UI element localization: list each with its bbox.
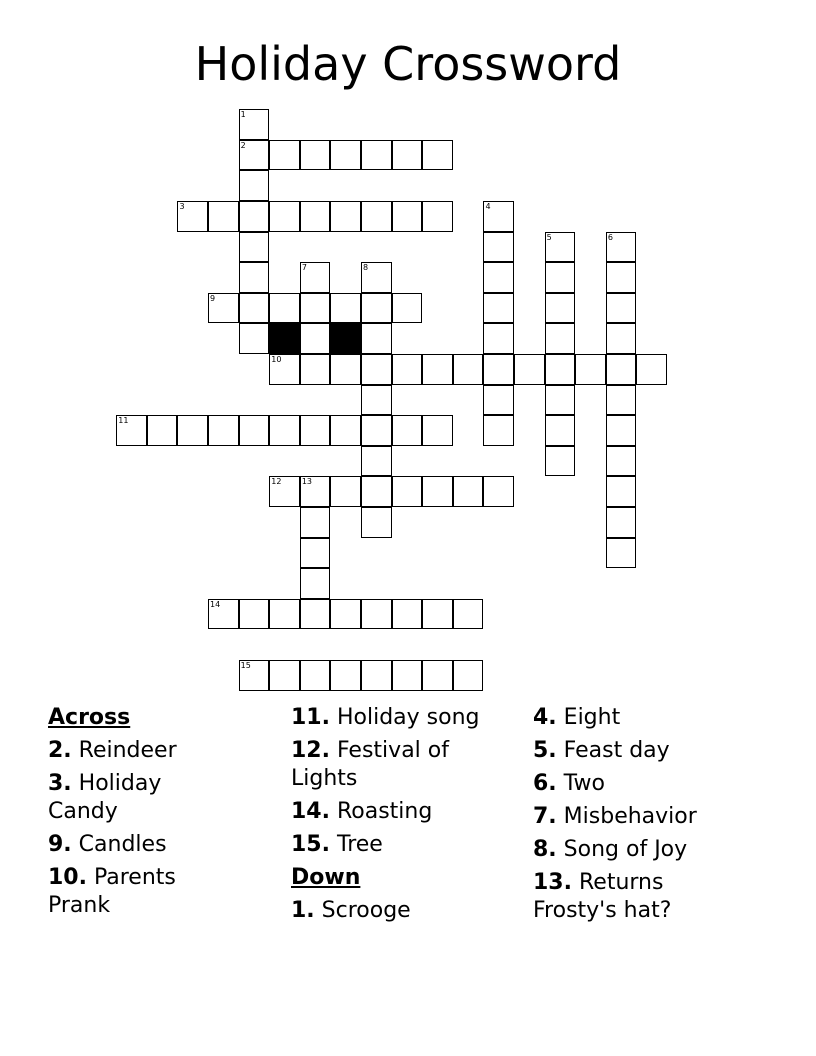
cell-number: 13 [301,477,313,487]
cell-number: 10 [271,355,282,365]
grid-cell[interactable] [300,354,331,385]
grid-cell[interactable] [361,140,392,171]
grid-cell[interactable] [392,140,423,171]
grid-cell[interactable] [116,415,147,446]
grid-cell[interactable] [330,599,361,630]
grid-cell[interactable] [483,201,514,232]
grid-cell[interactable] [606,415,637,446]
grid-cell[interactable] [606,507,637,538]
grid-cell[interactable] [330,293,361,324]
grid-cell[interactable] [239,262,270,293]
grid-cell[interactable] [575,354,606,385]
clue-column-3 [533,704,748,930]
grid-cell[interactable] [392,201,423,232]
cell-number: 2 [240,140,246,150]
cell-number: 7 [301,263,307,273]
grid-cell[interactable] [208,415,239,446]
grid-cell[interactable] [361,262,392,293]
clue-across-3: 3. Holiday Candy [48,771,162,824]
grid-cell[interactable] [483,476,514,507]
grid-cell[interactable] [545,262,576,293]
grid-cell[interactable] [300,568,331,599]
grid-cell[interactable] [545,232,576,263]
grid-cell[interactable] [269,140,300,171]
grid-cell[interactable] [392,293,423,324]
grid-cell[interactable] [606,354,637,385]
clue-down-4: 4. Eight [533,705,621,730]
grid-cell[interactable] [483,385,514,416]
cell-number: 4 [485,202,491,212]
grid-cell[interactable] [606,538,637,569]
grid-cell[interactable] [239,201,270,232]
clue-down-8: 8. Song of Joy [533,837,688,862]
grid-cell[interactable] [392,476,423,507]
grid-cell[interactable] [606,232,637,263]
cell-number: 8 [363,263,369,273]
grid-cell[interactable] [300,599,331,630]
grid-cell[interactable] [330,140,361,171]
grid-cell[interactable] [269,476,300,507]
grid-cell[interactable] [300,415,331,446]
clue-across-2: 2. Reindeer [48,738,177,763]
grid-cell[interactable] [239,599,270,630]
grid-cell[interactable] [422,201,453,232]
grid-cell[interactable] [300,323,331,354]
grid-cell[interactable] [483,262,514,293]
grid-cell[interactable] [545,446,576,477]
black-cell [330,323,361,354]
grid-cell[interactable] [453,354,484,385]
grid-cell[interactable] [239,323,270,354]
grid-cell[interactable] [208,201,239,232]
grid-cell[interactable] [330,354,361,385]
grid-cell[interactable] [300,201,331,232]
grid-cell[interactable] [239,109,270,140]
grid-cell[interactable] [483,323,514,354]
grid-cell[interactable] [545,354,576,385]
grid-cell[interactable] [545,323,576,354]
grid-cell[interactable] [239,415,270,446]
grid-cell[interactable] [422,140,453,171]
grid-cell[interactable] [422,415,453,446]
grid-cell[interactable] [392,354,423,385]
grid-cell[interactable] [361,507,392,538]
clue-across-9: 9. Candles [48,832,167,857]
grid-cell[interactable] [361,415,392,446]
grid-cell[interactable] [483,415,514,446]
clue-down-5: 5. Feast day [533,738,670,763]
grid-cell[interactable] [392,415,423,446]
grid-cell[interactable] [453,599,484,630]
grid-cell[interactable] [239,140,270,171]
down-heading: Down [291,865,361,890]
clue-across-15: 15. Tree [291,832,383,857]
grid-cell[interactable] [300,293,331,324]
grid-cell[interactable] [269,354,300,385]
grid-cell[interactable] [606,262,637,293]
grid-cell[interactable] [606,476,637,507]
grid-cell[interactable] [422,660,453,691]
grid-cell[interactable] [545,293,576,324]
grid-cell[interactable] [361,446,392,477]
clue-down-1: 1. Scrooge [291,898,411,923]
clue-across-10: 10. Parents Prank [48,865,176,918]
grid-cell[interactable] [147,415,178,446]
grid-cell[interactable] [330,660,361,691]
cell-number: 3 [179,202,185,212]
clue-down-6: 6. Two [533,771,605,796]
grid-cell[interactable] [269,660,300,691]
grid-cell[interactable] [483,293,514,324]
cell-number: 9 [210,293,216,303]
grid-cell[interactable] [483,354,514,385]
grid-cell[interactable] [361,323,392,354]
grid-cell[interactable] [300,660,331,691]
grid-cell[interactable] [361,599,392,630]
grid-cell[interactable] [422,354,453,385]
grid-cell[interactable] [208,599,239,630]
cell-number: 15 [240,661,251,671]
grid-cell[interactable] [269,201,300,232]
grid-cell[interactable] [606,323,637,354]
cell-number: 6 [607,232,613,242]
grid-cell[interactable] [422,599,453,630]
grid-cell[interactable] [330,415,361,446]
grid-cell[interactable] [208,293,239,324]
grid-cell[interactable] [300,507,331,538]
black-cell [269,323,300,354]
grid-cell[interactable] [483,232,514,263]
grid-cell[interactable] [269,293,300,324]
cell-number: 12 [271,477,282,487]
clue-column-2 [291,704,516,930]
cell-number: 5 [546,232,552,242]
grid-cell[interactable] [300,262,331,293]
clue-across-14: 14. Roasting [291,799,433,824]
grid-cell[interactable] [545,385,576,416]
cell-number: 1 [240,110,246,120]
across-heading: Across [48,705,131,730]
grid-cell[interactable] [239,660,270,691]
grid-cell[interactable] [514,354,545,385]
grid-cell[interactable] [636,354,667,385]
grid-cell[interactable] [392,660,423,691]
grid-cell[interactable] [361,660,392,691]
grid-cell[interactable] [269,415,300,446]
grid-cell[interactable] [606,293,637,324]
grid-cell[interactable] [330,476,361,507]
cell-number: 14 [210,599,221,609]
grid-cell[interactable] [177,201,208,232]
grid-cell[interactable] [453,476,484,507]
grid-cell[interactable] [361,354,392,385]
cell-number: 11 [118,416,129,426]
clue-down-7: 7. Misbehavior [533,804,697,829]
grid-cell[interactable] [606,385,637,416]
grid-cell[interactable] [239,232,270,263]
clue-down-13: 13. Returns Frosty's hat? [533,870,672,923]
grid-cell[interactable] [177,415,208,446]
grid-cell[interactable] [330,201,361,232]
grid-cell[interactable] [269,599,300,630]
grid-cell[interactable] [453,660,484,691]
clue-across-11: 11. Holiday song [291,705,480,730]
clue-column-1 [48,704,238,925]
grid-cell[interactable] [361,385,392,416]
grid-cell[interactable] [300,140,331,171]
grid-cell[interactable] [361,201,392,232]
grid-cell[interactable] [300,476,331,507]
page-title: Holiday Crossword [194,37,622,91]
grid-cell[interactable] [239,293,270,324]
grid-cell[interactable] [361,293,392,324]
grid-cell[interactable] [361,476,392,507]
grid-cell[interactable] [545,415,576,446]
grid-cell[interactable] [606,446,637,477]
grid-cell[interactable] [392,599,423,630]
grid-cell[interactable] [300,538,331,569]
clue-across-12: 12. Festival of Lights [291,738,449,791]
grid-cell[interactable] [422,476,453,507]
grid-cell[interactable] [239,170,270,201]
